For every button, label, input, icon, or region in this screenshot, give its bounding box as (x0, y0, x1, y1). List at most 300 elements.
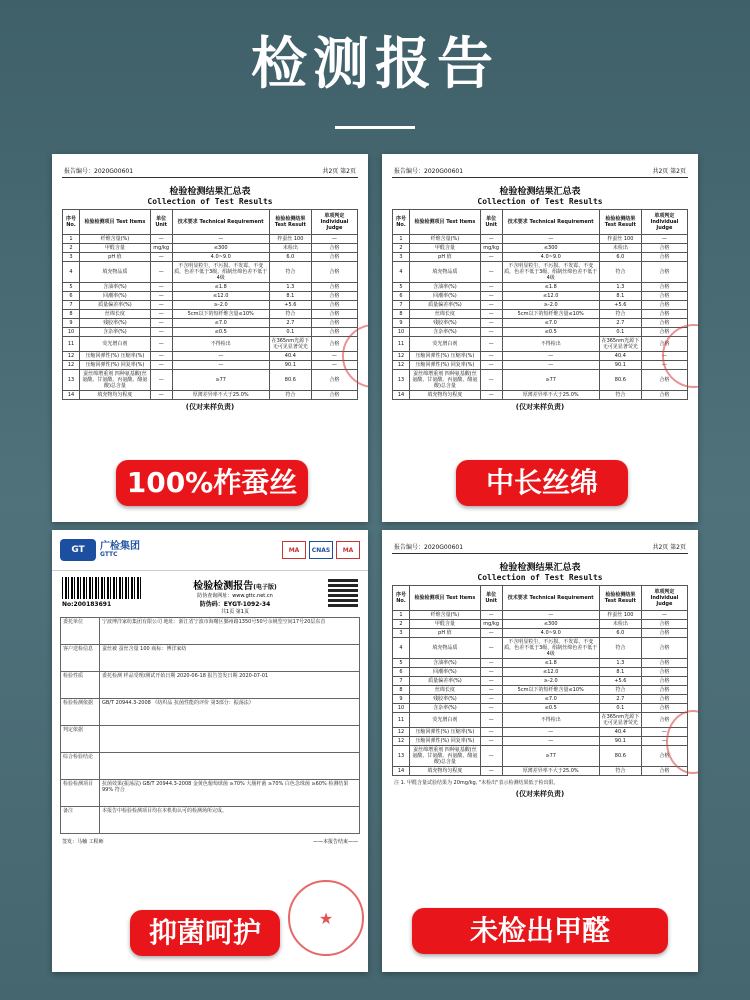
table-row (63, 301, 358, 310)
table-cell: 在365nm光源下无可见显著荧光 (599, 713, 641, 728)
table-cell: 5cm以下的短纤维含量≤10% (502, 310, 599, 319)
table-cell: — (480, 668, 502, 677)
table-cell: 5 (63, 283, 80, 292)
table-cell: 合格 (641, 292, 687, 301)
table-row (63, 337, 358, 352)
table-cell: ≤7.0 (172, 319, 269, 328)
table-cell: ≥77 (502, 746, 599, 767)
table-cell: 质量偏差率(%) (410, 677, 481, 686)
table-cell: — (502, 235, 599, 244)
table-cell: — (480, 319, 502, 328)
table-cell: 符合 (599, 391, 641, 400)
table-cell: ≤0.5 (502, 704, 599, 713)
table-cell: — (150, 262, 172, 283)
table-row (393, 283, 688, 292)
table-row (393, 361, 688, 370)
table-cell: 符合 (599, 262, 641, 283)
table-cell: — (480, 370, 502, 391)
table-cell: +5.6 (269, 301, 311, 310)
report-sheet-2 (382, 154, 698, 522)
divider (392, 553, 688, 554)
table-cell: ≤12.0 (502, 668, 599, 677)
table-cell: 12 (63, 352, 80, 361)
row-label: 综合检验结论 (61, 753, 100, 780)
table-cell: 40.4 (599, 728, 641, 737)
row-value: 委托检测 样品受理/测试开始日期 2020-06-18 报告签发日期 2020-07-01 (100, 672, 360, 699)
table-cell: — (172, 352, 269, 361)
table-cell: 残胶率(%) (410, 695, 481, 704)
table-cell: 不含明显粒尘，不污损、不发霉、不变质，色差不低于3级，绢制丝绵色差不低于4级 (172, 262, 269, 283)
table-header-row (63, 210, 358, 235)
company-name-en: GTTC (100, 551, 118, 559)
table-cell: 5 (393, 659, 410, 668)
table-cell: 残胶率(%) (410, 319, 481, 328)
table-cell: 厚薄差异率不大于25.0% (502, 767, 599, 776)
table-cell: — (641, 352, 687, 361)
table-cell: — (150, 292, 172, 301)
table-cell: 14 (393, 391, 410, 400)
table-cell: 1 (393, 611, 410, 620)
doc-title-block (148, 577, 322, 615)
table-cell: — (480, 629, 502, 638)
table-cell: 2.7 (269, 319, 311, 328)
table-cell: — (480, 737, 502, 746)
table-cell: 10 (393, 328, 410, 337)
gttc-footer (62, 838, 358, 845)
table-cell: 符合 (269, 262, 311, 283)
end-note: (仅对来样负责) (515, 790, 565, 798)
table-cell: 填充物均匀程度 (410, 391, 481, 400)
table-cell: 回潮率(%) (410, 292, 481, 301)
table-cell: 0.1 (599, 704, 641, 713)
table-row (63, 319, 358, 328)
column-header: 序号 No. (393, 210, 410, 235)
table-cell: 合格 (641, 695, 687, 704)
table-cell: — (502, 352, 599, 361)
table-cell: 合格 (641, 283, 687, 292)
table-cell: 80.6 (599, 746, 641, 767)
table-row (63, 352, 358, 361)
table-cell: 1.3 (269, 283, 311, 292)
report-number: 2020G00601 (424, 544, 464, 551)
table-cell: 不得检出 (502, 713, 599, 728)
table-cell: 不得检出 (502, 337, 599, 352)
table-cell: ≤12.0 (502, 292, 599, 301)
table-cell: — (150, 319, 172, 328)
page-count: 共2页 第2页 (652, 544, 686, 551)
table-cell: 8.1 (599, 292, 641, 301)
table-cell: 压缩回弹性(%) 压缩率(%) (410, 352, 481, 361)
column-header: 检验检测项目 Test Items (410, 210, 481, 235)
table-cell: 40.4 (269, 352, 311, 361)
table-cell: 合格 (311, 391, 357, 400)
table-cell: 合格 (641, 253, 687, 262)
page-count: 共2页 第2页 (322, 168, 356, 175)
table-cell: 填充物品质 (410, 638, 481, 659)
table-cell: 纤维含量(%) (80, 235, 151, 244)
table-cell: 11 (63, 337, 80, 352)
row-label: 客户送检信息 (61, 645, 100, 672)
table-cell: 12 (393, 737, 410, 746)
report-number-label: 报告编号： (64, 168, 95, 175)
table-cell: 合格 (641, 391, 687, 400)
table-cell: — (480, 310, 502, 319)
table-row (393, 244, 688, 253)
barcode-block (62, 577, 142, 608)
table-cell: — (480, 235, 502, 244)
table-cell: 符合 (269, 310, 311, 319)
table-cell: 14 (63, 391, 80, 400)
table-cell: 7 (63, 301, 80, 310)
row-value (100, 726, 360, 753)
table-cell: 甲醛含量 (410, 244, 481, 253)
page-title: 检测报告 (251, 32, 499, 97)
table-cell: ≤1.8 (502, 659, 599, 668)
table-cell: 6.0 (599, 253, 641, 262)
table-cell: 合格 (641, 677, 687, 686)
table-cell: ≤300 (502, 244, 599, 253)
table-cell: 含油率(%) (80, 283, 151, 292)
table-cell: 回潮率(%) (80, 292, 151, 301)
table-cell: 厚薄差异率不大于25.0% (172, 391, 269, 400)
table-cell: 合格 (641, 704, 687, 713)
table-cell: 质量偏差率(%) (410, 301, 481, 310)
table-cell: 合格 (311, 292, 357, 301)
table-cell: 回潮率(%) (410, 668, 481, 677)
row-label: 委托单位 (61, 618, 100, 645)
table-row (393, 391, 688, 400)
badge-long-silk-floss: 中长丝绵 (456, 460, 628, 506)
table-cell: 6 (63, 292, 80, 301)
row-value: 本报告中检验检测项目均在本机构认可的检测场所完成。 (100, 807, 360, 834)
verify-code: 防伪码：EYGT-1092-34 (199, 601, 271, 608)
table-row (63, 328, 358, 337)
table-cell: 6.0 (269, 253, 311, 262)
table-cell: 80.6 (269, 370, 311, 391)
table-cell: pH 值 (410, 629, 481, 638)
table-cell: 纤维含量(%) (410, 235, 481, 244)
table-cell: 13 (393, 746, 410, 767)
table-cell: — (502, 361, 599, 370)
table-cell: — (480, 262, 502, 283)
table-cell: 8 (63, 310, 80, 319)
table-cell: — (172, 235, 269, 244)
table-cell: 荧光增白剂 (410, 337, 481, 352)
column-header: 检验检测结果 Test Result (599, 210, 641, 235)
table-cell: 在365nm光源下无可见显著荧光 (599, 337, 641, 352)
column-header: 单项判定 Individual Judge (641, 586, 687, 611)
table-cell: — (641, 728, 687, 737)
table-cell: 40.4 (599, 352, 641, 361)
table-row (61, 780, 360, 807)
table-cell: 4 (63, 262, 80, 283)
table-cell: — (150, 361, 172, 370)
table-row (393, 328, 688, 337)
table-cell: ≤1.8 (172, 283, 269, 292)
table-cell: 7 (393, 677, 410, 686)
column-header: 检验检测项目 Test Items (410, 586, 481, 611)
report-header (382, 530, 698, 553)
badge-no-formaldehyde: 未检出甲醛 (412, 908, 668, 954)
table-cell: 8.1 (599, 668, 641, 677)
table-cell: 0.1 (599, 328, 641, 337)
table-row (393, 262, 688, 283)
column-header: 序号 No. (63, 210, 80, 235)
table-cell: 80.6 (599, 370, 641, 391)
table-cell: — (480, 352, 502, 361)
table-cell: 厚薄差异率不大于25.0% (502, 391, 599, 400)
table-row (393, 301, 688, 310)
table-cell: 5cm以下的短纤维含量≤10% (502, 686, 599, 695)
table-cell: 合格 (311, 283, 357, 292)
table-cell: 合格 (311, 301, 357, 310)
table-cell: 丝绵长度 (410, 310, 481, 319)
table-cell: 柞蚕丝 100 (599, 235, 641, 244)
table-cell: 合格 (641, 713, 687, 728)
table-cell: 9 (63, 319, 80, 328)
table-cell: 0.1 (269, 328, 311, 337)
table-cell: ≥-2.0 (502, 301, 599, 310)
table-header-row (393, 210, 688, 235)
results-table (392, 209, 688, 400)
table-cell: 合格 (641, 337, 687, 352)
table-cell: — (150, 337, 172, 352)
table-cell: — (150, 391, 172, 400)
cma-icon: MA (282, 541, 306, 559)
column-header: 单项判定 Individual Judge (311, 210, 357, 235)
table-row (63, 253, 358, 262)
table-cell: 1.3 (599, 659, 641, 668)
report-number-label: 报告编号： (394, 168, 425, 175)
gttc-report-sheet (52, 530, 368, 972)
table-row (393, 746, 688, 767)
table-cell: 压缩回弹性(%) 压缩率(%) (80, 352, 151, 361)
table-cell: 符合 (599, 310, 641, 319)
table-row (393, 668, 688, 677)
table-cell: 合格 (641, 629, 687, 638)
table-row (393, 620, 688, 629)
table-cell: 压缩回弹性(%) 压缩率(%) (410, 728, 481, 737)
badge-antibacterial: 抑菌呵护 (130, 910, 280, 956)
table-row (393, 337, 688, 352)
table-cell: — (480, 283, 502, 292)
table-cell: — (311, 361, 357, 370)
table-cell: 不含明显粒尘，不污损、不发霉、不变质，色差不低于3级，绢制丝绵色差不低于4级 (502, 262, 599, 283)
table-row (393, 737, 688, 746)
table-cell: ≤7.0 (502, 319, 599, 328)
table-cell: — (150, 328, 172, 337)
table-cell: 合格 (311, 370, 357, 391)
table-cell: 合格 (311, 319, 357, 328)
table-cell: 2 (393, 244, 410, 253)
table-cell: — (150, 253, 172, 262)
column-header: 序号 No. (393, 586, 410, 611)
table-cell: 符合 (269, 391, 311, 400)
table-cell: — (150, 310, 172, 319)
table-row (393, 253, 688, 262)
report-title-cn: 检验检测结果汇总表 (499, 563, 581, 573)
table-cell: 蚕丝绵增重剂 四种氨基酸(丝氨酸、甘氨酸、丙氨酸、酪氨酸)总含量 (410, 746, 481, 767)
table-row (393, 728, 688, 737)
table-row (393, 704, 688, 713)
report-title-en: Collection of Test Results (477, 197, 603, 206)
table-cell: 未检出 (269, 244, 311, 253)
column-header: 检验检测项目 Test Items (80, 210, 151, 235)
table-row (393, 292, 688, 301)
table-cell: — (641, 361, 687, 370)
table-cell: 在365nm光源下无可见显著荧光 (269, 337, 311, 352)
table-row (393, 235, 688, 244)
table-row (63, 391, 358, 400)
report-title-en: Collection of Test Results (147, 197, 273, 206)
table-cell: — (480, 659, 502, 668)
table-cell: 合格 (641, 746, 687, 767)
table-cell: 合格 (311, 262, 357, 283)
table-cell: 不得检出 (172, 337, 269, 352)
report-title-cn: 检验检测结果汇总表 (169, 187, 251, 197)
table-row (63, 310, 358, 319)
table-cell: ≤300 (172, 244, 269, 253)
table-cell: 7 (393, 301, 410, 310)
end-line: ——本报告结束—— (312, 839, 358, 845)
table-cell: — (502, 728, 599, 737)
table-cell: pH 值 (80, 253, 151, 262)
title-divider (335, 126, 415, 129)
row-value: 抗菌效果(振荡法) GB/T 20944.3-2008 金黄色葡萄球菌 ≥70% 大肠杆菌 ≥70% 白色念珠菌 ≥60% 检测结果 99% 符合 (100, 780, 360, 807)
table-cell: 未检出 (599, 244, 641, 253)
row-value: 蚕丝被 蚕丝含量 100 商标：博洋家纺 (100, 645, 360, 672)
row-label: 备注 (61, 807, 100, 834)
table-cell: 9 (393, 319, 410, 328)
gttc-logo-icon: GT (60, 539, 96, 561)
table-row (393, 310, 688, 319)
table-row (393, 638, 688, 659)
table-cell: 90.1 (599, 361, 641, 370)
table-cell: 合格 (641, 370, 687, 391)
table-cell: — (480, 292, 502, 301)
badge-tussah-silk: 100%柞蚕丝 (116, 460, 308, 506)
cma-icon: MA (336, 541, 360, 559)
table-cell: +5.6 (599, 301, 641, 310)
divider (62, 177, 358, 178)
table-cell: 12 (393, 361, 410, 370)
table-cell: ≤300 (502, 620, 599, 629)
table-cell: 含杂率(%) (410, 704, 481, 713)
table-cell: +5.6 (599, 677, 641, 686)
table-cell: 合格 (641, 262, 687, 283)
results-table (62, 209, 358, 400)
table-cell: 柞蚕丝 100 (269, 235, 311, 244)
table-cell: 3 (63, 253, 80, 262)
table-cell: — (150, 283, 172, 292)
table-cell: 未检出 (599, 620, 641, 629)
table-cell: 荧光增白剂 (410, 713, 481, 728)
table-row (63, 370, 358, 391)
table-cell: pH 值 (410, 253, 481, 262)
column-header: 检验检测结果 Test Result (599, 586, 641, 611)
row-label: 判定依据 (61, 726, 100, 753)
table-cell: — (172, 361, 269, 370)
verify-url: 防伪查询网址：www.gttc.net.cn (197, 593, 273, 599)
table-row (393, 629, 688, 638)
column-header: 单位 Unit (150, 210, 172, 235)
table-cell: mg/kg (480, 244, 502, 253)
table-cell: 合格 (311, 328, 357, 337)
table-cell: 6 (393, 292, 410, 301)
table-cell: ≥77 (172, 370, 269, 391)
report-number: 2020G00601 (94, 168, 134, 175)
table-cell: 1 (63, 235, 80, 244)
table-cell: 残胶率(%) (80, 319, 151, 328)
table-cell: 含杂率(%) (80, 328, 151, 337)
table-cell: 合格 (641, 328, 687, 337)
table-cell: 丝绵长度 (80, 310, 151, 319)
table-cell: — (480, 301, 502, 310)
table-cell: — (641, 235, 687, 244)
table-cell: 9 (393, 695, 410, 704)
table-cell: 合格 (311, 253, 357, 262)
table-cell: — (150, 235, 172, 244)
table-cell: — (641, 611, 687, 620)
table-cell: 8 (393, 686, 410, 695)
report-title-en: Collection of Test Results (477, 573, 603, 582)
table-cell: 合格 (641, 301, 687, 310)
table-cell: — (480, 728, 502, 737)
cnas-icon: CNAS (309, 541, 333, 559)
gttc-brand (100, 541, 140, 559)
page-count: 共1页 第1页 (221, 609, 249, 615)
table-cell: 4 (393, 262, 410, 283)
table-cell: — (641, 737, 687, 746)
table-cell: 合格 (311, 244, 357, 253)
table-cell: — (480, 704, 502, 713)
table-cell: — (150, 301, 172, 310)
table-cell: 填充物均匀程度 (80, 391, 151, 400)
table-row (393, 611, 688, 620)
table-cell: 4 (393, 638, 410, 659)
page-count: 共2页 第2页 (652, 168, 686, 175)
table-cell: — (502, 737, 599, 746)
table-cell: mg/kg (150, 244, 172, 253)
end-note: (仅对来样负责) (515, 403, 565, 411)
table-cell: ≤0.5 (172, 328, 269, 337)
row-label: 检验性质 (61, 672, 100, 699)
report-header (382, 154, 698, 177)
report-sheet-3 (382, 530, 698, 972)
table-cell: 压缩回弹性(%) 回复率(%) (410, 737, 481, 746)
table-cell: — (480, 746, 502, 767)
table-cell: — (480, 337, 502, 352)
column-header: 技术要求 Technical Requirement (502, 210, 599, 235)
column-header: 单位 Unit (480, 586, 502, 611)
table-row (393, 319, 688, 328)
table-cell: ≥77 (502, 370, 599, 391)
table-cell: 甲醛含量 (410, 620, 481, 629)
signer: 签发：马楠 工程师 (62, 839, 104, 845)
row-value: 宁波博洋家纺集团有限公司 地址：浙江省宁波市海曙区鄞州路1350号50号余姚型空间17号20层东首 (100, 618, 360, 645)
gttc-table (60, 617, 360, 834)
table-cell: 填充物品质 (80, 262, 151, 283)
table-cell: 90.1 (269, 361, 311, 370)
results-table (392, 585, 688, 776)
table-cell: 90.1 (599, 737, 641, 746)
table-cell: 12 (63, 361, 80, 370)
table-cell: 合格 (311, 310, 357, 319)
column-header: 单项判定 Individual Judge (641, 210, 687, 235)
company-name: 广检集团 (100, 541, 140, 553)
table-cell: 3 (393, 253, 410, 262)
table-cell: — (311, 352, 357, 361)
